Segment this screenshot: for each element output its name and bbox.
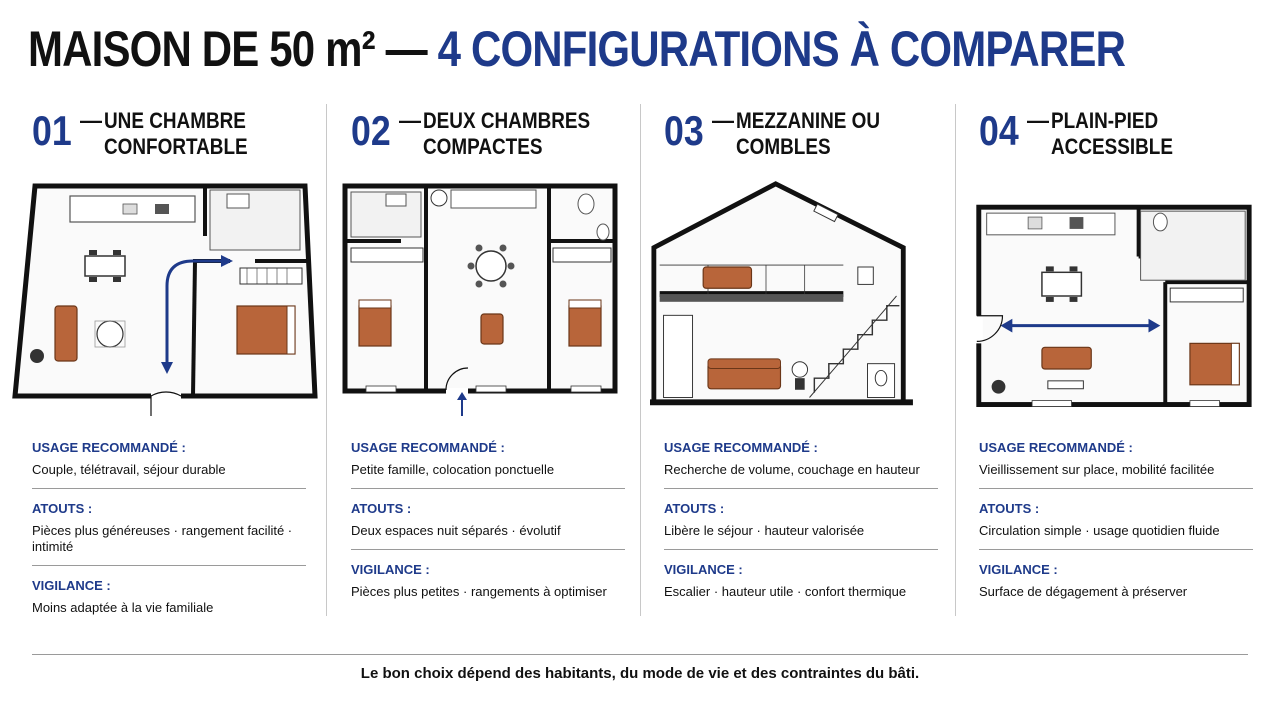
config-title-line-2: CONFORTABLE	[104, 134, 248, 159]
config-title-line-1: UNE CHAMBRE	[104, 108, 246, 133]
config-info	[664, 440, 938, 600]
section-mezzanine	[650, 176, 940, 416]
config-title	[1051, 108, 1240, 160]
config-title-line-2: COMPACTES	[423, 134, 543, 159]
title-part-2: 4 CONFIGURATIONS À COMPARER	[437, 21, 1126, 77]
vigilance-text: Moins adaptée à la vie familiale	[32, 600, 214, 615]
config-header	[351, 106, 651, 166]
config-number: 03	[664, 107, 704, 154]
config-dash: —	[712, 108, 734, 133]
title-part-1: MAISON DE 50 m² —	[28, 21, 427, 77]
atouts-label: ATOUTS :	[32, 501, 93, 516]
divider	[32, 488, 306, 489]
config-title-line-2: COMBLES	[736, 134, 831, 159]
vigilance-label: VIGILANCE :	[664, 562, 743, 577]
config-header	[32, 106, 332, 166]
usage-label: USAGE RECOMMANDÉ :	[32, 440, 186, 455]
page-title	[28, 14, 1126, 84]
vigilance-text: Surface de dégagement à préserver	[979, 584, 1188, 599]
config-dash: —	[399, 108, 421, 133]
config-header	[979, 106, 1279, 166]
divider	[979, 549, 1253, 550]
floor-plan-single-storey	[963, 176, 1259, 416]
atouts-text: Libère le séjour · hauteur valorisée	[664, 523, 865, 538]
usage-label: USAGE RECOMMANDÉ :	[979, 440, 1133, 455]
usage-text: Petite famille, colocation ponctuelle	[351, 462, 555, 477]
divider	[664, 549, 938, 550]
usage-label: USAGE RECOMMANDÉ :	[351, 440, 505, 455]
atouts-text: Pièces plus généreuses · rangement facilité · intimité	[32, 523, 293, 554]
config-number: 01	[32, 107, 72, 154]
config-title-line-1: MEZZANINE OU	[736, 108, 881, 133]
footer-divider	[32, 654, 1248, 655]
config-dash: —	[1027, 108, 1049, 133]
config-title	[423, 108, 612, 160]
atouts-label: ATOUTS :	[664, 501, 725, 516]
divider	[664, 488, 938, 489]
atouts-label: ATOUTS :	[979, 501, 1040, 516]
vigilance-label: VIGILANCE :	[32, 578, 111, 593]
vigilance-text: Pièces plus petites · rangements à optimiser	[351, 584, 607, 599]
usage-label: USAGE RECOMMANDÉ :	[664, 440, 818, 455]
footer-note: Le bon choix dépend des habitants, du mode de vie et des contraintes du bâti.	[360, 665, 920, 682]
config-card-4	[979, 100, 1279, 620]
config-title-line-1: PLAIN-PIED	[1051, 108, 1159, 133]
atouts-text: Circulation simple · usage quotidien fluide	[979, 523, 1220, 538]
atouts-text: Deux espaces nuit séparés · évolutif	[351, 523, 561, 538]
divider	[351, 549, 625, 550]
config-card-1	[32, 100, 332, 620]
atouts-label: ATOUTS :	[351, 501, 412, 516]
config-info	[32, 440, 306, 616]
usage-text: Recherche de volume, couchage en hauteur	[664, 462, 920, 477]
config-card-2	[351, 100, 651, 620]
divider	[32, 565, 306, 566]
config-card-3	[664, 100, 964, 620]
config-title-line-1: DEUX CHAMBRES	[423, 108, 591, 133]
config-header	[664, 106, 964, 166]
divider	[979, 488, 1253, 489]
config-dash: —	[80, 108, 102, 133]
divider	[351, 488, 625, 489]
vigilance-label: VIGILANCE :	[351, 562, 430, 577]
vigilance-text: Escalier · hauteur utile · confort thermique	[664, 584, 907, 599]
config-title	[736, 108, 925, 160]
floor-plan-two-bedrooms	[341, 176, 641, 416]
usage-text: Couple, télétravail, séjour durable	[32, 462, 226, 477]
config-info	[351, 440, 625, 600]
config-number: 02	[351, 107, 391, 154]
config-title-line-2: ACCESSIBLE	[1051, 134, 1173, 159]
vigilance-label: VIGILANCE :	[979, 562, 1058, 577]
usage-text: Vieillissement sur place, mobilité facilitée	[979, 462, 1215, 477]
floor-plan-one-bedroom	[10, 176, 320, 416]
config-info	[979, 440, 1253, 600]
config-title	[104, 108, 293, 160]
config-number: 04	[979, 107, 1019, 154]
